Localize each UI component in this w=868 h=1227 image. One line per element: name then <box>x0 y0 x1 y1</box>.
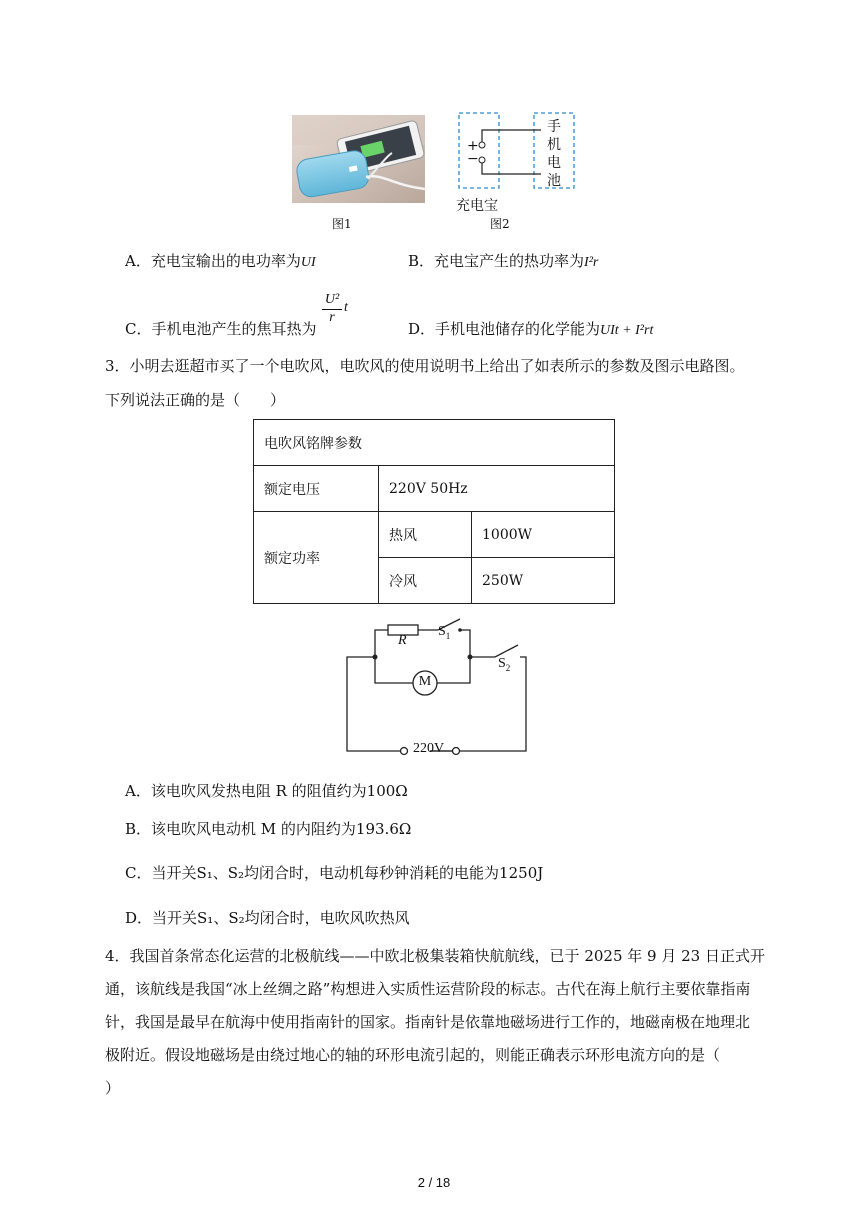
q2-option-b[interactable]: B．充电宝产生的热功率为I²r <box>408 252 599 270</box>
q3-option-a[interactable]: A．该电吹风发热电阻 R 的阻值约为100Ω <box>125 782 408 800</box>
plus-terminal: + <box>467 138 479 154</box>
rated-power-label: 额定功率 <box>254 512 379 604</box>
page-number: 2 / 18 <box>417 1175 451 1190</box>
switch-s1-label: $S_1$ <box>438 624 451 641</box>
q3-option-d[interactable]: D．当开关S₁、S₂均闭合时，电吹风吹热风 <box>125 909 410 927</box>
fig1-caption: 图1 <box>332 217 352 231</box>
table-title: 电吹风铭牌参数 <box>254 420 615 466</box>
hot-air-label: 热风 <box>379 512 472 558</box>
powerbank-label: 充电宝 <box>456 198 498 214</box>
cold-air-label: 冷风 <box>379 558 472 604</box>
q4-stem: 4．我国首条常态化运营的北极航线——中欧北极集装箱快航航线，已于 2025 年 9 月 23 日正式开 通，该航线是我国“冰上丝绸之路”构想进入实质性运营阶段的标志。古代在海上航行主要依靠指南 针，我国是最早在航海中使用指南针的国家。指南针是依靠地磁场进行工作的，地磁南极在地理北 极附近。假设地磁场是由绕过地心的轴的环形电流引起的，则能正确表示环形电流方向的是（ ） <box>105 947 765 1097</box>
q2-option-d[interactable]: D．手机电池储存的化学能为UIt + I²rt <box>408 320 654 338</box>
q2-option-a[interactable]: A．充电宝输出的电功率为UI <box>125 252 316 270</box>
rated-voltage-value: 220V 50Hz <box>379 466 615 512</box>
q3-stem-line2: 下列说法正确的是（ ） <box>105 391 286 409</box>
cold-air-value: 250W <box>472 558 615 604</box>
powerbank-photo <box>292 115 425 203</box>
resistor-label: R <box>398 633 407 648</box>
source-voltage-label: 220V <box>413 741 445 756</box>
hairdryer-spec-table <box>253 419 615 604</box>
q2-option-c-fraction: U² r <box>322 292 342 326</box>
rated-voltage-label: 额定电压 <box>254 466 379 512</box>
phone-battery-label: 手 机 电 池 <box>547 119 561 189</box>
q3-option-b[interactable]: B．该电吹风电动机 M 的内阻约为193.6Ω <box>125 820 412 838</box>
q3-option-c[interactable]: C．当开关S₁、S₂均闭合时，电动机每秒钟消耗的电能为1250J <box>125 864 544 882</box>
motor-label: M <box>418 674 432 689</box>
q2-option-c[interactable]: C．手机电池产生的焦耳热为 <box>125 320 317 338</box>
fig2-caption: 图2 <box>490 217 510 231</box>
hot-air-value: 1000W <box>472 512 615 558</box>
switch-s2-label: $S_2$ <box>498 656 511 673</box>
q2-option-c-t: t <box>344 300 348 315</box>
q3-stem-line1: 3．小明去逛超市买了一个电吹风，电吹风的使用说明书上给出了如表所示的参数及图示电路图。 <box>105 357 745 375</box>
minus-terminal: − <box>467 151 479 167</box>
